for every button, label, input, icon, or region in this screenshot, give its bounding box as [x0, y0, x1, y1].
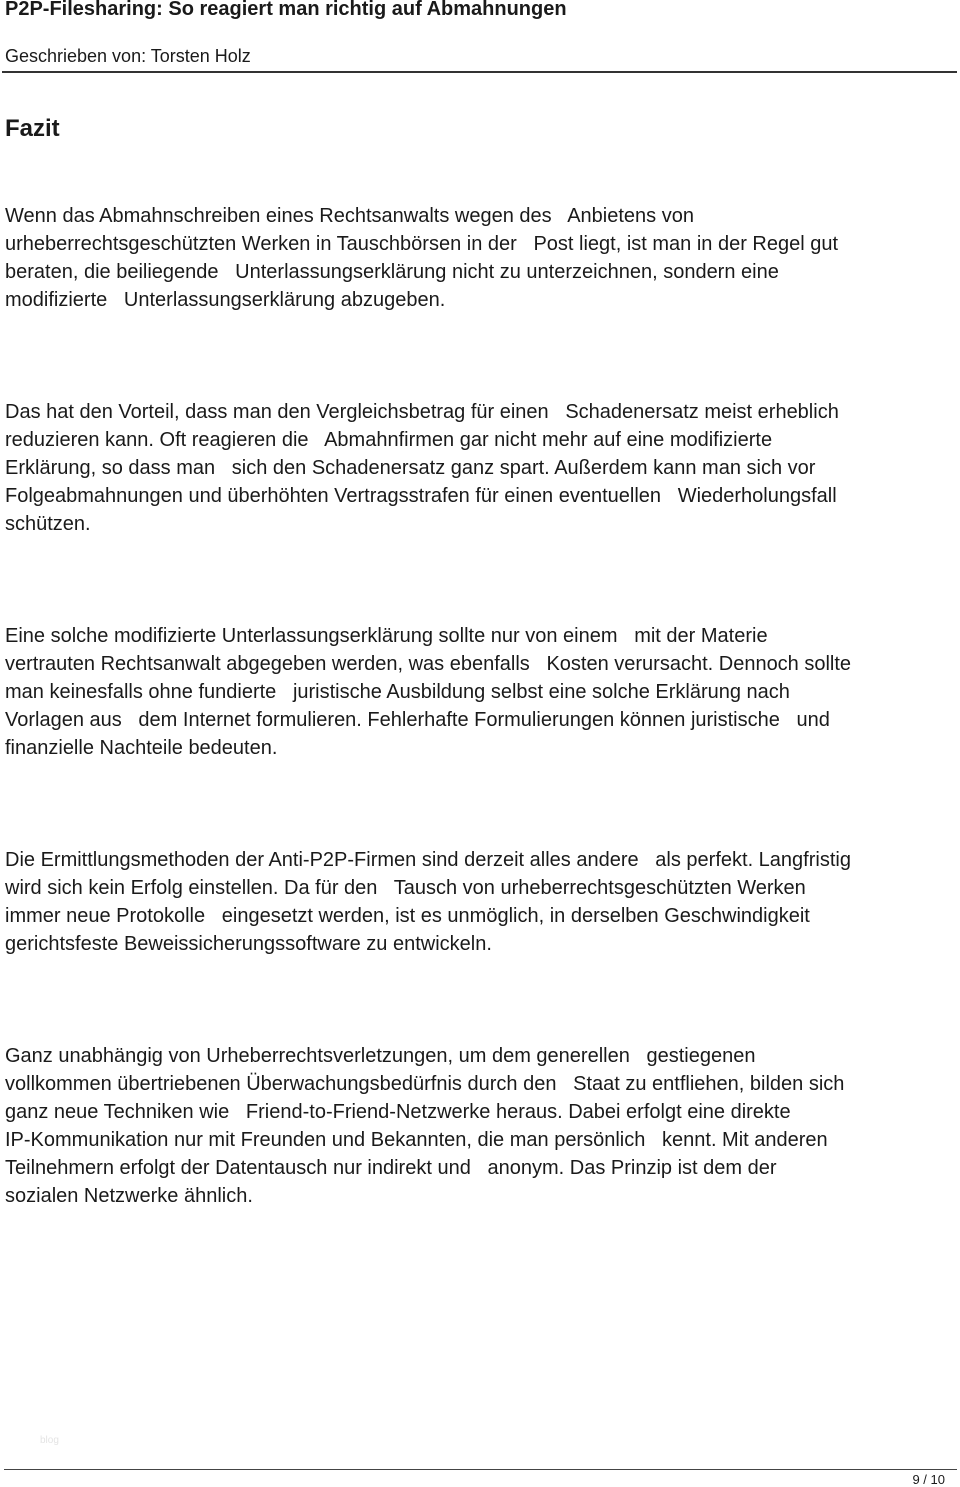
text-line: finanzielle Nachteile bedeuten.: [5, 737, 278, 759]
paragraph-2: [5, 398, 957, 538]
text-line: Ganz unabhängig von Urheberrechtsverletzungen, um dem generellen gestiegenen: [5, 1045, 756, 1067]
paragraph-4: [5, 846, 957, 958]
text-line: ganz neue Techniken wie Friend-to-Friend-Netzwerke heraus. Dabei erfolgt eine direkte: [5, 1101, 791, 1123]
text-line: beraten, die beiliegende Unterlassungserklärung nicht zu unterzeichnen, sondern eine: [5, 261, 779, 283]
text-line: gerichtsfeste Beweissicherungssoftware zu entwickeln.: [5, 933, 492, 955]
text-line: sozialen Netzwerke ähnlich.: [5, 1185, 253, 1207]
text-line: immer neue Protokolle eingesetzt werden, ist es unmöglich, in derselben Geschwindigkeit: [5, 905, 810, 927]
text-line: man keinesfalls ohne fundierte juristische Ausbildung selbst eine solche Erklärung nach: [5, 681, 790, 703]
text-line: Erklärung, so dass man sich den Schadenersatz ganz spart. Außerdem kann man sich vor: [5, 457, 816, 479]
text-line: modifizierte Unterlassungserklärung abzugeben.: [5, 289, 446, 311]
text-line: Die Ermittlungsmethoden der Anti-P2P-Firmen sind derzeit alles andere als perfekt. Langfristig: [5, 849, 851, 871]
text-line: vertrauten Rechtsanwalt abgegeben werden, was ebenfalls Kosten verursacht. Dennoch sollte: [5, 653, 852, 675]
footer-divider: [4, 1469, 957, 1470]
text-line: Wenn das Abmahnschreiben eines Rechtsanwalts wegen des Anbietens von: [5, 205, 694, 227]
text-line: IP-Kommunikation nur mit Freunden und Bekannten, die man persönlich kennt. Mit anderen: [5, 1129, 828, 1151]
document-title: P2P-Filesharing: So reagiert man richtig auf Abmahnungen: [5, 0, 567, 20]
text-line: Vorlagen aus dem Internet formulieren. Fehlerhafte Formulierungen können juristische und: [5, 709, 830, 731]
text-line: reduzieren kann. Oft reagieren die Abmahnfirmen gar nicht mehr auf eine modifizierte: [5, 429, 773, 451]
header-divider: [2, 71, 957, 73]
section-heading: Fazit: [5, 115, 60, 142]
text-line: Teilnehmern erfolgt der Datentausch nur indirekt und anonym. Das Prinzip ist dem der: [5, 1157, 777, 1179]
paragraph-3: [5, 622, 957, 762]
text-line: schützen.: [5, 513, 91, 535]
page-number: 9 / 10: [912, 1472, 945, 1487]
text-line: Folgeabmahnungen und überhöhten Vertragsstrafen für einen eventuellen Wiederholungsfall: [5, 485, 837, 507]
text-line: urheberrechtsgeschützten Werken in Tauschbörsen in der Post liegt, ist man in der Regel gut: [5, 233, 839, 255]
watermark-text: blog: [40, 1435, 59, 1446]
text-line: Eine solche modifizierte Unterlassungserklärung sollte nur von einem mit der Materie: [5, 625, 768, 647]
text-line: Das hat den Vorteil, dass man den Vergleichsbetrag für einen Schadenersatz meist erheblich: [5, 401, 839, 423]
author-line: Geschrieben von: Torsten Holz: [5, 46, 251, 66]
text-line: vollkommen übertriebenen Überwachungsbedürfnis durch den Staat zu entfliehen, bilden sich: [5, 1073, 845, 1095]
paragraph-1: [5, 202, 957, 314]
paragraph-5: [5, 1042, 957, 1210]
text-line: wird sich kein Erfolg einstellen. Da für den Tausch von urheberrechtsgeschützten Werken: [5, 877, 806, 899]
